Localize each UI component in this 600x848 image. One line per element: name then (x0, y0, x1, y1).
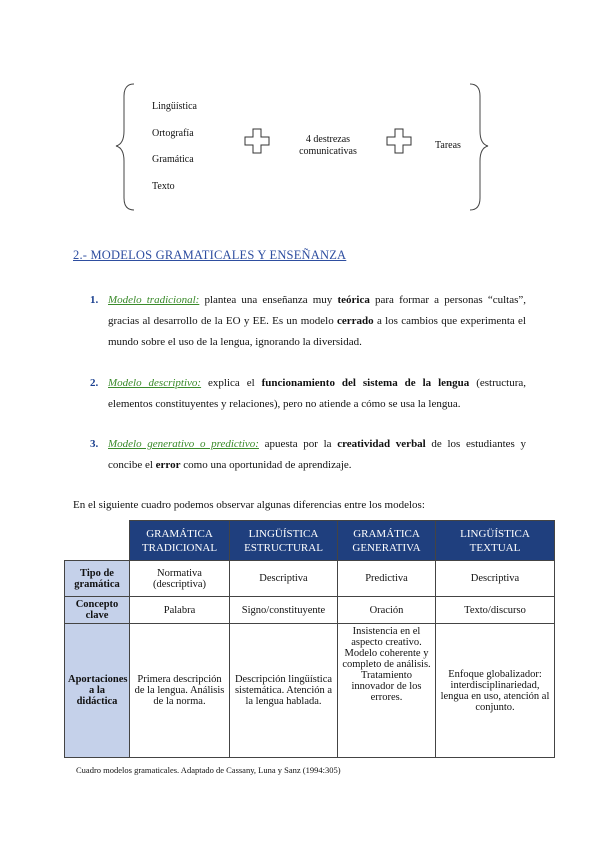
models-table (64, 520, 555, 758)
table-cell: Descriptiva (436, 561, 555, 597)
bold-keyword: error (155, 459, 181, 471)
table-cell: Primera descripción de la lengua. Análisis de la norma. (130, 624, 230, 758)
diagram-item: Ortografía (152, 128, 194, 139)
column-header: LINGÜÍSTICA ESTRUCTURAL (230, 521, 338, 561)
list-number: 3. (90, 438, 99, 450)
table-intro: En el siguiente cuadro podemos observar algunas diferencias entre los modelos: (73, 499, 425, 511)
table-cell: Enfoque globalizador: interdisciplinariedad, lengua en uso, atención al conjunto. (436, 624, 555, 758)
list-text (108, 373, 526, 415)
table-cell: Oración (338, 597, 436, 624)
model-term: Modelo descriptivo: (108, 377, 202, 389)
table-caption: Cuadro modelos gramaticales. Adaptado de Cassany, Luna y Sanz (1994:305) (76, 765, 341, 775)
diagram-center-line: comunicativas (299, 146, 357, 157)
row-header: Aportaciones a la didáctica (65, 624, 130, 758)
table-row (65, 597, 555, 624)
text-run: apuesta por la (258, 438, 338, 450)
table-row (65, 561, 555, 597)
diagram-item: Texto (152, 181, 175, 192)
list-number: 2. (90, 377, 99, 389)
bold-keyword: creatividad verbal (337, 438, 426, 450)
table-cell: Predictiva (338, 561, 436, 597)
text-run: a los cambios que experimenta el mundo sobre el uso de la lengua, ignorando la diversidad. (108, 315, 526, 348)
table-cell: Signo/constituyente (230, 597, 338, 624)
table-cell: Palabra (130, 597, 230, 624)
text-run: como una oportunidad de aprendizaje. (180, 459, 352, 471)
list-item (90, 434, 526, 476)
model-term: Modelo generativo o predictivo: (108, 438, 259, 450)
text-run: para formar a personas “cultas”, gracias al desarrollo de la EO y EE. Es un modelo (108, 294, 527, 327)
list-item (90, 290, 526, 353)
text-run: plantea una enseñanza muy (199, 294, 338, 306)
text-run: explica el (201, 377, 262, 389)
table-cell: Normativa (descriptiva) (130, 561, 230, 597)
section-heading: 2.- MODELOS GRAMATICALES Y ENSEÑANZA (73, 248, 347, 262)
row-header: Tipo de gramática (65, 561, 130, 597)
text-run: (estructura, elementos constituyentes y relaciones), pero no atiende a cómo se usa la lengua. (108, 377, 527, 410)
diagram-right-text: Tareas (435, 140, 461, 151)
list-text (108, 434, 526, 476)
table-cell: Texto/discurso (436, 597, 555, 624)
diagram-center-line: 4 destrezas (305, 134, 351, 145)
list-number: 1. (90, 294, 99, 306)
list-item (90, 373, 526, 415)
table-row (65, 624, 555, 758)
list-text (108, 290, 526, 353)
column-header: LINGÜÍSTICA TEXTUAL (436, 521, 555, 561)
bold-keyword: cerrado (337, 315, 374, 327)
bold-keyword: teórica (337, 294, 370, 306)
row-header: Concepto clave (65, 597, 130, 624)
diagram-center-text (288, 134, 368, 158)
column-header: GRAMÁTICA GENERATIVA (338, 521, 436, 561)
table-cell: Insistencia en el aspecto creativo. Modelo coherente y completo de análisis. Tratamiento innovador de los errores. (338, 624, 436, 758)
model-term: Modelo tradicional: (108, 294, 200, 306)
table-cell: Descriptiva (230, 561, 338, 597)
text-run: de los estudiantes y concibe el (108, 438, 526, 471)
table-cell: Descripción lingüística sistemática. Atención a la lengua hablada. (230, 624, 338, 758)
bold-keyword: funcionamiento del sistema de la lengua (261, 377, 470, 389)
diagram-item: Gramática (152, 154, 194, 165)
column-header: GRAMÁTICA TRADICIONAL (130, 521, 230, 561)
diagram-item: Lingüística (152, 101, 197, 112)
table-corner (65, 521, 130, 561)
